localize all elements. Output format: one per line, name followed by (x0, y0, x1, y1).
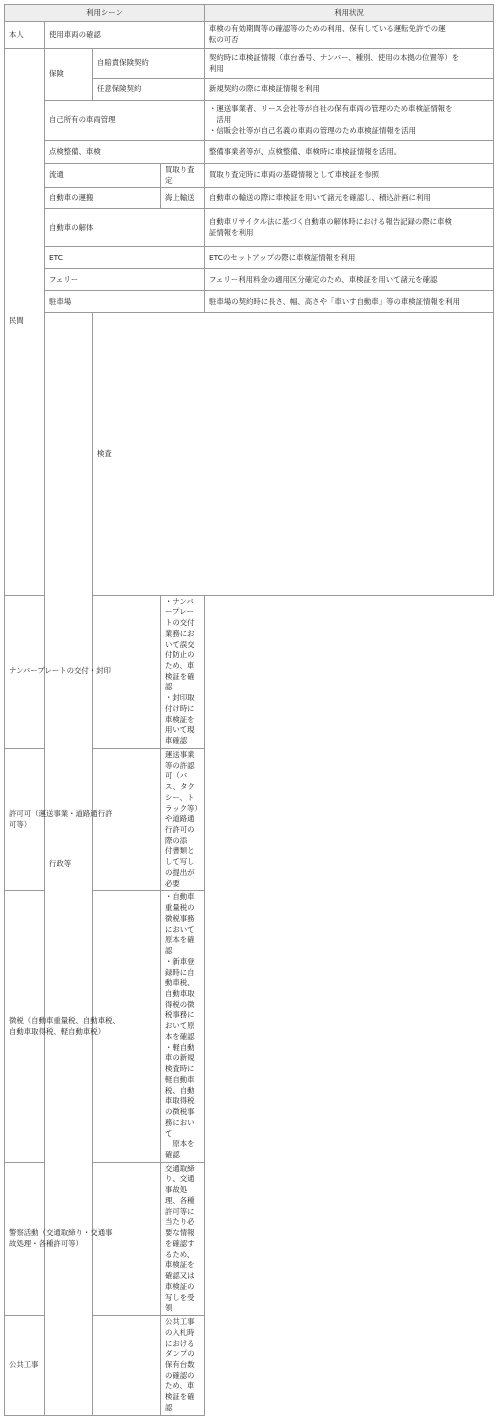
scene-cell: フェリー (45, 269, 205, 291)
scene-cell: 自己所有の車両管理 (45, 101, 205, 141)
table-row (5, 595, 494, 748)
status-cell: 買取り査定時に車両の基礎情報として車検証を参照 (205, 164, 494, 188)
status-cell: 新規契約の際に車検証情報を利用 (205, 79, 494, 101)
scene-cell: 自動車の解体 (45, 209, 205, 247)
scene-cell: 警察活動（交通取締り・交通事 故処理・各種許可等） (5, 1162, 161, 1315)
scene-cell: ナンバープレートの交付・封印 (5, 595, 161, 748)
status-cell: 自動車の輸送の際に車検証を用いて諸元を確認し、積込計画に利用 (205, 188, 494, 209)
scene-cell: 保険 (45, 49, 93, 101)
table-row (5, 313, 494, 595)
usage-table (4, 4, 494, 1416)
status-cell: ・ナンバープレートの交付業務において誤交付防止のため、車検証を確認 ・封印取付け時に車検証を用いて現車確認 (161, 595, 205, 748)
header-scene: 利用シーン (5, 5, 205, 22)
table-row (5, 748, 494, 891)
subscene-cell: 買取り査定 (161, 164, 205, 188)
table-row (5, 247, 494, 269)
scene-cell: ETC (45, 247, 205, 269)
table-row (5, 209, 494, 247)
usage-table-wrapper (4, 4, 494, 1416)
scene-cell: 使用車両の確認 (45, 22, 205, 49)
subscene-cell: 任意保険契約 (93, 79, 205, 101)
table-row (5, 22, 494, 49)
status-cell: ・自動車重量税の徴税事務において原本を確認 ・新車登録時に自動車税、自動車取得税の徴税事務において原本を確認 ・軽自動車の新規検査時に軽自動車税、自動車取得税の徴税事務において 原本を確認 (161, 891, 205, 1162)
status-cell: 車検の有効期間等の確認等のための利用、保有している運転免許での運 転の可否 (205, 22, 494, 49)
status-cell: 交通取締り、交通事故処理、各種許可等に当たり必要な情報を確認するため、 車検証を確認又は車検証の写しを受領 (161, 1162, 205, 1315)
status-cell: 運送事業等の許認可（バス、タクシー、トラック等）や道路通行許可の際の添 付書類として写しの提出が必要 (161, 748, 205, 891)
table-row (5, 291, 494, 313)
scene-cell: 流通 (45, 164, 161, 188)
group-minkan: 民間 (5, 49, 45, 596)
header-status: 利用状況 (205, 5, 494, 22)
table-row (5, 164, 494, 188)
scene-cell: 自動車の運搬 (45, 188, 161, 209)
scene-cell: 徴税（自動車重量税、自動車税、 自動車取得税、軽自動車税） (5, 891, 161, 1162)
status-cell: 公共工事の入札時におけるダンプの保有台数の確認のため、車検証を確認 (161, 1316, 205, 1416)
table-row (5, 101, 494, 141)
status-cell: ETCのセットアップの際に車検証情報を利用 (205, 247, 494, 269)
scene-cell: 許可可（運送事業・道路通行許 可等） (5, 748, 161, 891)
status-cell: 駐車場の契約時に長さ、幅、高さや「車いす自動車」等の車検証情報を利用 (205, 291, 494, 313)
status-cell: ・運送事業者、リース会社等が自社の保有車両の管理のため車検証情報を 活用 ・信販会社等が自己名義の車両の管理のため車検証情報を活用 (205, 101, 494, 141)
table-row (5, 49, 494, 79)
status-cell: 整備事業者等が、点検整備、車検時に車検証情報を活用。 (205, 141, 494, 164)
scene-cell: 検査 (93, 313, 494, 595)
table-row (5, 891, 494, 1162)
table-row (5, 188, 494, 209)
table-header-row (5, 5, 494, 22)
table-row (5, 1162, 494, 1315)
status-cell: フェリー利用料金の適用区分確定のため、車検証を用いて諸元を確認 (205, 269, 494, 291)
status-cell: 契約時に車検証情報（車台番号、ナンバー、種別、使用の本拠の位置等）を 利用 (205, 49, 494, 79)
scene-cell: 点検整備、車検 (45, 141, 205, 164)
table-row (5, 141, 494, 164)
subscene-cell: 自賠責保険契約 (93, 49, 205, 79)
group-honnin: 本人 (5, 22, 45, 49)
scene-cell: 公共工事 (5, 1316, 161, 1416)
status-cell: 自動車リサイクル法に基づく自動車の解体時における報告記録の際に車検 証情報を利用 (205, 209, 494, 247)
table-row (5, 269, 494, 291)
group-gyosei: 行政等 (45, 313, 93, 1415)
subscene-cell: 海上輸送 (161, 188, 205, 209)
scene-cell: 駐車場 (45, 291, 205, 313)
table-row (5, 1316, 494, 1416)
